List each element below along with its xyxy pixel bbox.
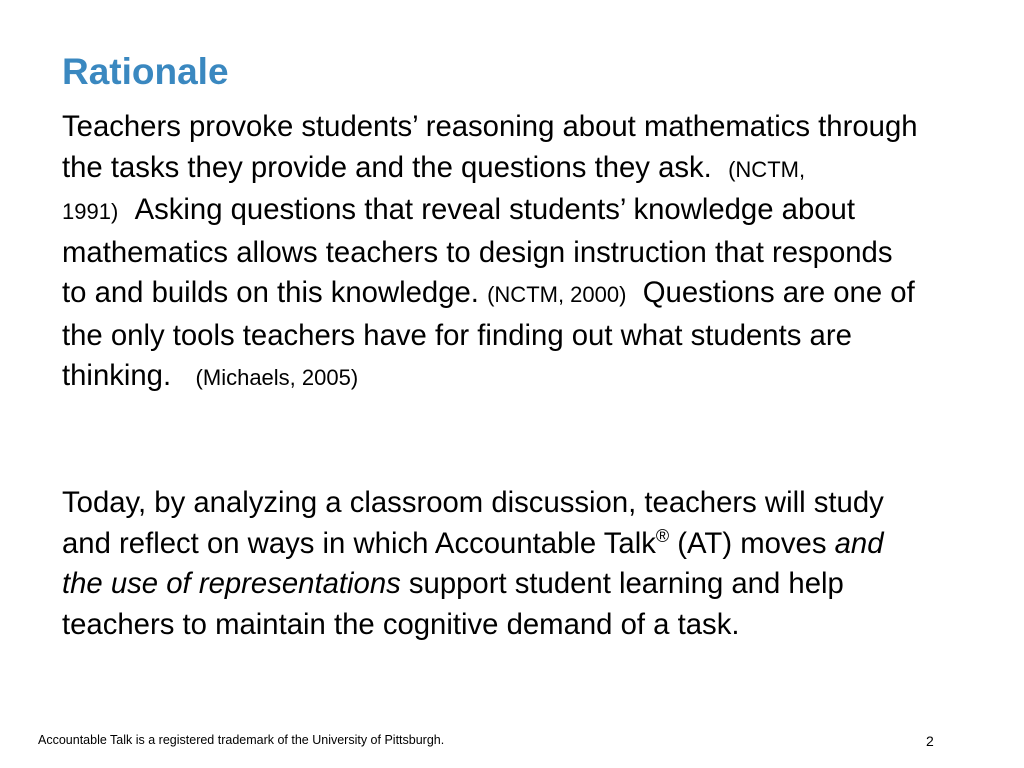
page-number: 2: [926, 733, 934, 749]
sentence-questions-tools: Questions are one of the only tools teachers have for finding out what students are thinking.: [62, 276, 915, 392]
citation-nctm-1991: (NCTM, 1991): [62, 156, 806, 224]
registered-mark: ®: [655, 525, 670, 546]
citation-michaels-2005: (Michaels, 2005): [195, 365, 359, 390]
purpose-text-start: Today, by analyzing a classroom discussion, teachers will study and reflect on ways in which Accountable Talk: [62, 486, 884, 560]
slide-title: Rationale: [62, 51, 229, 92]
purpose-text-moves: (AT) moves: [677, 526, 827, 560]
citation-nctm-2000: (NCTM, 2000): [487, 282, 627, 307]
purpose-text-emphasis: and the use of representations: [62, 526, 884, 600]
sentence-provoke-reasoning: Teachers provoke students’ reasoning about mathematics through the tasks they provide and the questions they ask.: [62, 110, 918, 184]
purpose-paragraph: [62, 483, 922, 645]
purpose-text-end: support student learning and help teachers to maintain the cognitive demand of a task.: [62, 567, 844, 641]
trademark-footnote: Accountable Talk is a registered trademark of the University of Pittsburgh.: [38, 733, 445, 747]
sentence-asking-questions: Asking questions that reveal students’ knowledge about mathematics allows teachers to design instruction that responds to and builds on this knowledge.: [62, 193, 893, 309]
rationale-paragraph: [62, 107, 922, 399]
